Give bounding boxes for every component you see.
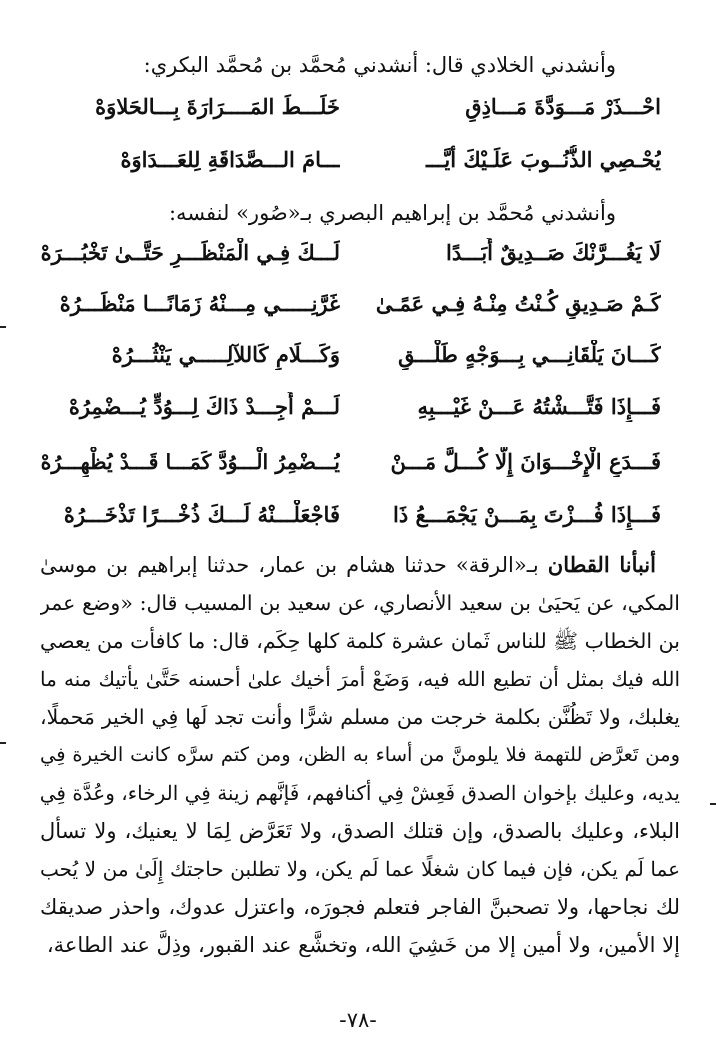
margin-mark bbox=[0, 326, 6, 328]
prose-line: البلاء، وعليك بالصدق، وإن قتلك الصدق، ولا تَعَرَّض لِمَا لا يعنيك، ولا تسأل bbox=[40, 819, 680, 843]
verse-second-hemistich: يُـــضْمِرُ الْـــوُدَّ كَمَـــا قَـــدْ يُظْهِـــرُهْ bbox=[40, 450, 340, 474]
prose-line-text: بـ«الرقة» حدثنا هشام بن عمار، حدثنا إبراهيم بن موسىٰ bbox=[40, 553, 539, 577]
prose-line: يغلبك، ولا تَظُنَّن بكلمة خرجت من مسلم شرًّا وأنت تجد لَها فِي الخير مَحملًا، bbox=[40, 705, 680, 729]
section1-intro: وأنشدني الخلادي قال: أنشدني مُحمَّد بن مُحمَّد البكري: bbox=[143, 53, 616, 77]
verse-second-hemistich: خَلَـــطَ المَــــرَارَةَ بِـــالحَلاوَهْ bbox=[95, 94, 340, 119]
verse-first-hemistich: فَـــدَعِ الْإِخْـــوَانَ إِلَّا كُـــلَّ مَـــنْ bbox=[390, 449, 661, 474]
verse-second-hemistich: لَـــكَ فِـي الْمَنْظَـــرِ حَتَّــىٰ تَخْبُـــرَهْ bbox=[40, 240, 340, 265]
verse-first-hemistich: كَـمْ صَـدِيقٍ كُـنْتُ مِنْـهُ فِـي عَمًـىٰ bbox=[375, 291, 661, 316]
margin-mark bbox=[0, 742, 6, 744]
section2-intro: وأنشدني مُحمَّد بن إبراهيم البصري بـ«صُور» لنفسه: bbox=[168, 201, 616, 225]
prose-line: بن الخطاب ﷺ للناس ثَمان عشرة كلمة كلها حِكَم، قال: ما كافأت من يعصي bbox=[40, 629, 680, 653]
verse-first-hemistich: يُحْـصِي الذُّنُــوبَ عَلَـيْكَ أيَّـــ bbox=[425, 147, 661, 172]
prose-line: إلا الأمين، ولا أمين إلا من خَشِيَ الله، وتخشَّع عند القبور، وذِلَّ عند الطاعة، bbox=[46, 933, 680, 957]
prose-line: المكي، عن يَحيَىٰ بن سعيد الأنصاري، عن سعيد بن المسيب قال: «وضع عمر bbox=[40, 591, 680, 615]
verse-first-hemistich: لَا يَغُـــرَّنْكَ صَــدِيقٌ أَبَـــدًا bbox=[446, 240, 661, 265]
verse-second-hemistich: وَكَـــلَامٍ كَاللآلِـــــي يَنْثُـــرُهْ bbox=[111, 342, 340, 367]
verse-second-hemistich: غَرَّنِـــــي مِـــنْهُ زَمَانًـــا مَنْظَـــرُهْ bbox=[59, 291, 340, 316]
prose-line: الله فيك بمثل أن تطيع الله فيه، وَضَعْ أمرَ أخيك علىٰ أحسنه حَتَّىٰ يأتيك منه ما bbox=[40, 667, 680, 691]
verse-first-hemistich: فَـــإِذَا فُـــزْتَ بِمَـــنْ يَجْمَـــعُ ذَا bbox=[393, 502, 661, 527]
verse-first-hemistich: احْـــذَرْ مَـــوَدَّةَ مَـــاذِقٍ bbox=[465, 94, 661, 119]
prose-line: عما لَم يكن، فإن فيما كان شغلًا عما لَم يكن، ولا تطلبن حاجتك إِلَىٰ من لا يُحب bbox=[40, 857, 680, 881]
verse-second-hemistich: ـــامَ الـــصَّدَاقَةِ لِلعَـــدَاوَهْ bbox=[120, 147, 340, 172]
verse-first-hemistich: فَـــإِذَا فَتَّـــشْتُهُ عَـــنْ غَيْـــبِهِ bbox=[417, 394, 661, 419]
prose-line: يديه، وعليك بإخوان الصدق فَعِشْ فِي أكنافهم، فَإنَّهم زينة فِي الرخاء، وعُدَّة فِي bbox=[40, 781, 680, 805]
prose-line: لك نجاحها، ولا تصحبنَّ الفاجر فتعلم فجورَه، واعتزل عدوك، واحذر صديقك bbox=[40, 895, 680, 919]
verse-first-hemistich: كَـــانَ يَلْقَانِـــي بِـــوَجْهٍ طَلْـــقٍ bbox=[398, 342, 661, 367]
verse-second-hemistich: لَـــمْ أَجِـــدْ ذَاكَ لِـــوُدٍّ يُـــضْمِرُهْ bbox=[68, 394, 340, 419]
prose-line: ومن تَعرَّض للتهمة فلا يلومنَّ من أساء به الظن، ومن كتم سرَّه كانت الخيرة فِي bbox=[40, 743, 680, 766]
verse-second-hemistich: فَاجْعَلْـــنْهُ لَـــكَ ذُخْـــرًا تَذْخَـــرُهْ bbox=[63, 502, 340, 527]
margin-mark bbox=[710, 803, 716, 805]
page-number: -٧٨- bbox=[339, 1008, 377, 1032]
prose-lead: أنبأنا القطان bbox=[547, 552, 656, 577]
prose-line bbox=[40, 550, 656, 580]
